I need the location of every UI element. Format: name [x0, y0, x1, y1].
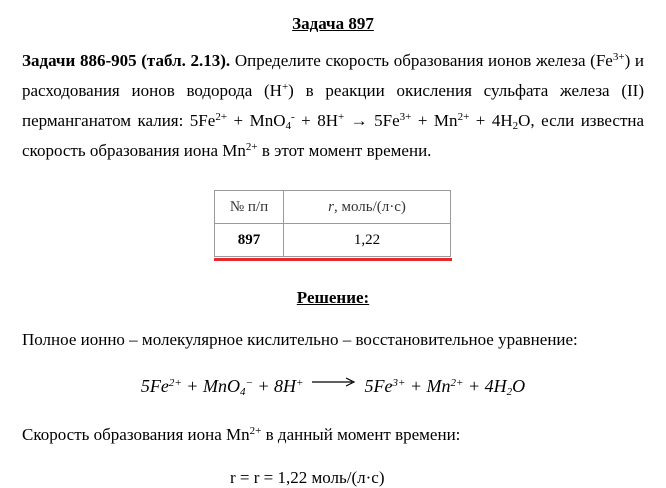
charge: 3+ — [392, 377, 406, 389]
text: в данный момент времени: — [261, 425, 461, 444]
charge: 2+ — [450, 377, 464, 389]
text: ) в реакции окисления сульфата железа (II) перманганатом калия: 5Fe — [22, 81, 644, 130]
task-title: Задача 897 — [292, 14, 374, 33]
text: ) и расходования ионов водорода (H — [22, 51, 644, 100]
charge: 3+ — [612, 51, 625, 63]
charge: − — [245, 377, 253, 389]
eq-term: + MnO — [181, 376, 240, 396]
text: Определите скорость образования ионов железа (Fe — [230, 51, 613, 70]
charge: 3+ — [399, 111, 412, 123]
text: + MnO — [227, 111, 286, 130]
text: + 8H — [294, 111, 338, 130]
rate-unit: , моль/(л·с) — [333, 198, 406, 215]
charge: + — [281, 81, 289, 93]
row-number: 897 — [215, 224, 284, 257]
row-value: 1,22 — [284, 224, 451, 257]
subscript: 2 — [506, 386, 513, 398]
text: в этот момент времени. — [257, 141, 432, 160]
rate-intro — [22, 425, 460, 445]
charge: 2+ — [249, 425, 262, 437]
equation-intro: Полное ионно – молекулярное кислительно – восстановительное уравнение: — [22, 330, 578, 349]
text: O, если известна скорость образования иона Mn — [22, 111, 645, 160]
header-number: № п/п — [215, 191, 284, 224]
table-underline — [214, 258, 452, 261]
eq-term: O — [512, 376, 526, 396]
charge: 2+ — [245, 141, 258, 153]
text: + 4H — [469, 111, 513, 130]
text: Скорость образования иона Mn — [22, 425, 250, 444]
rate-equation: r = r = 1,22 моль/(л·с) — [230, 468, 385, 487]
text: → 5Fe — [344, 111, 400, 130]
eq-term: + Mn — [405, 376, 451, 396]
eq-term: + 8H — [252, 376, 297, 396]
table-row — [215, 224, 451, 257]
reaction-arrow-icon — [312, 377, 356, 387]
header-rate — [284, 191, 451, 224]
charge: + — [337, 111, 345, 123]
eq-term: 5Fe — [140, 376, 169, 396]
solution-title: Решение: — [296, 288, 370, 307]
table-header-row — [215, 191, 451, 224]
problem-statement — [22, 46, 644, 166]
eq-term: 5Fe — [364, 376, 393, 396]
subscript: 4 — [239, 386, 246, 398]
data-table — [214, 190, 451, 257]
charge: - — [290, 111, 295, 123]
charge: 2+ — [168, 377, 182, 389]
subscript: 4 — [285, 120, 291, 132]
text: + Mn — [411, 111, 458, 130]
rate-symbol: r — [328, 198, 334, 215]
charge: + — [296, 377, 304, 389]
charge: 2+ — [215, 111, 228, 123]
eq-term: + 4H — [463, 376, 507, 396]
problem-label: Задачи 886-905 (табл. 2.13). — [22, 51, 231, 70]
charge: 2+ — [457, 111, 470, 123]
ionic-equation — [0, 376, 666, 397]
subscript: 2 — [512, 120, 519, 132]
